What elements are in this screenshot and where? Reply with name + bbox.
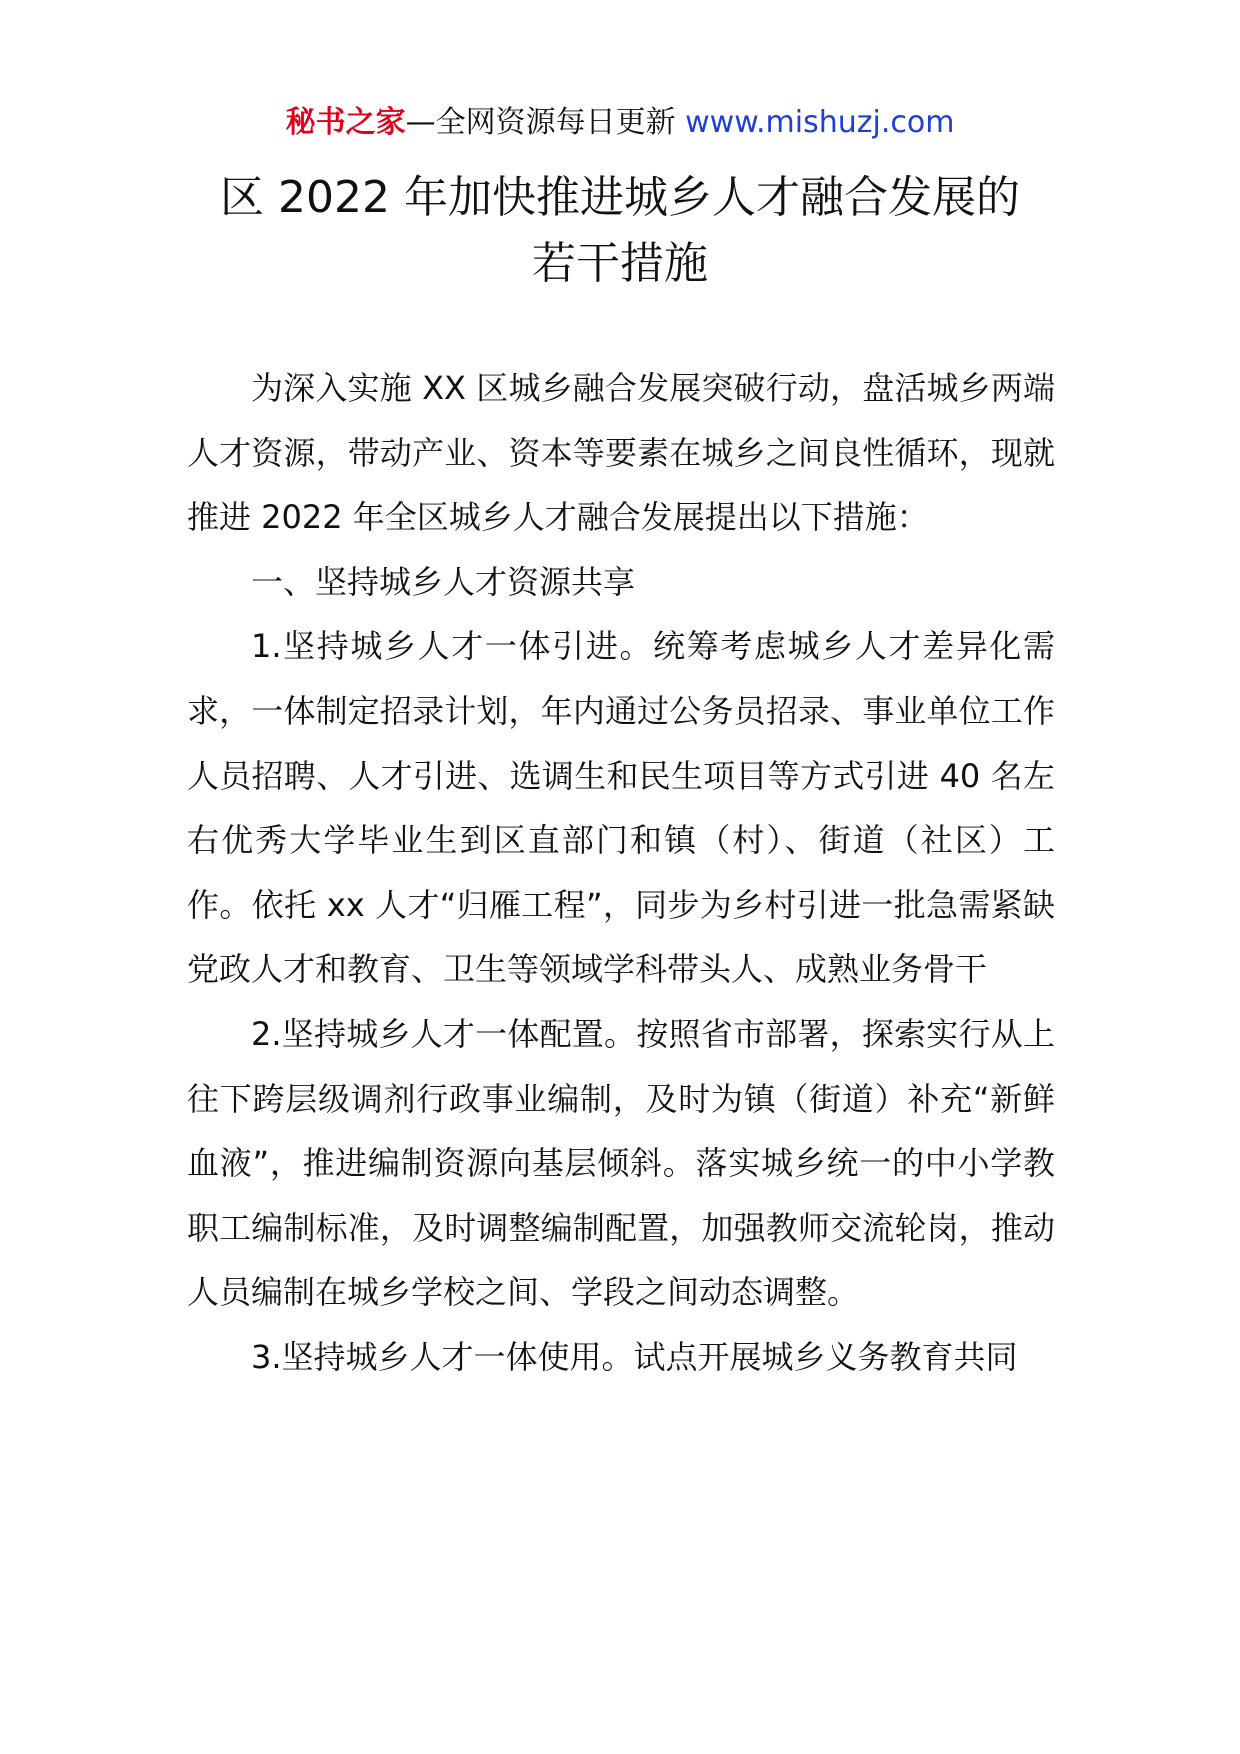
site-tagline: —全网资源每日更新 — [405, 105, 676, 140]
site-header — [0, 103, 1240, 143]
site-url: www.mishuzj.com — [685, 105, 955, 140]
document-body — [187, 356, 1055, 1390]
title-line-1: 区 2022 年加快推进城乡人才融合发展的 — [220, 172, 1020, 223]
section-heading: 一、坚持城乡人才资源共享 — [251, 562, 636, 601]
measure-paragraph-1: 1.坚持城乡人才一体引进。统筹考虑城乡人才差异化需求，一体制定招录计划，年内通过公务员招录、事业单位工作人员招聘、人才引进、选调生和民生项目等方式引进 40 名左右优秀大学毕业生到区直部门和镇（村）、街道（社区）工作。依托 xx 人才“归雁工程”，同步为乡村引进一批急需紧缺党政人才和教育、卫生等领域学科带头人、成熟业务骨干 — [187, 627, 1055, 989]
document-title — [0, 165, 1240, 297]
measure-paragraph-3: 3.坚持城乡人才一体使用。试点开展城乡义务教育共同 — [251, 1337, 1018, 1376]
measure-paragraph-2: 2.坚持城乡人才一体配置。按照省市部署，探索实行从上往下跨层级调剂行政事业编制，及时为镇（街道）补充“新鲜血液”，推进编制资源向基层倾斜。落实城乡统一的中小学教职工编制标准，及时调整编制配置，加强教师交流轮岗，推动人员编制在城乡学校之间、学段之间动态调整。 — [187, 1014, 1055, 1312]
title-line-2: 若干措施 — [532, 238, 708, 289]
site-brand: 秘书之家 — [285, 105, 406, 140]
intro-paragraph: 为深入实施 XX 区城乡融合发展突破行动，盘活城乡两端人才资源，带动产业、资本等要素在城乡之间良性循环，现就推进 2022 年全区城乡人才融合发展提出以下措施： — [187, 369, 1055, 537]
